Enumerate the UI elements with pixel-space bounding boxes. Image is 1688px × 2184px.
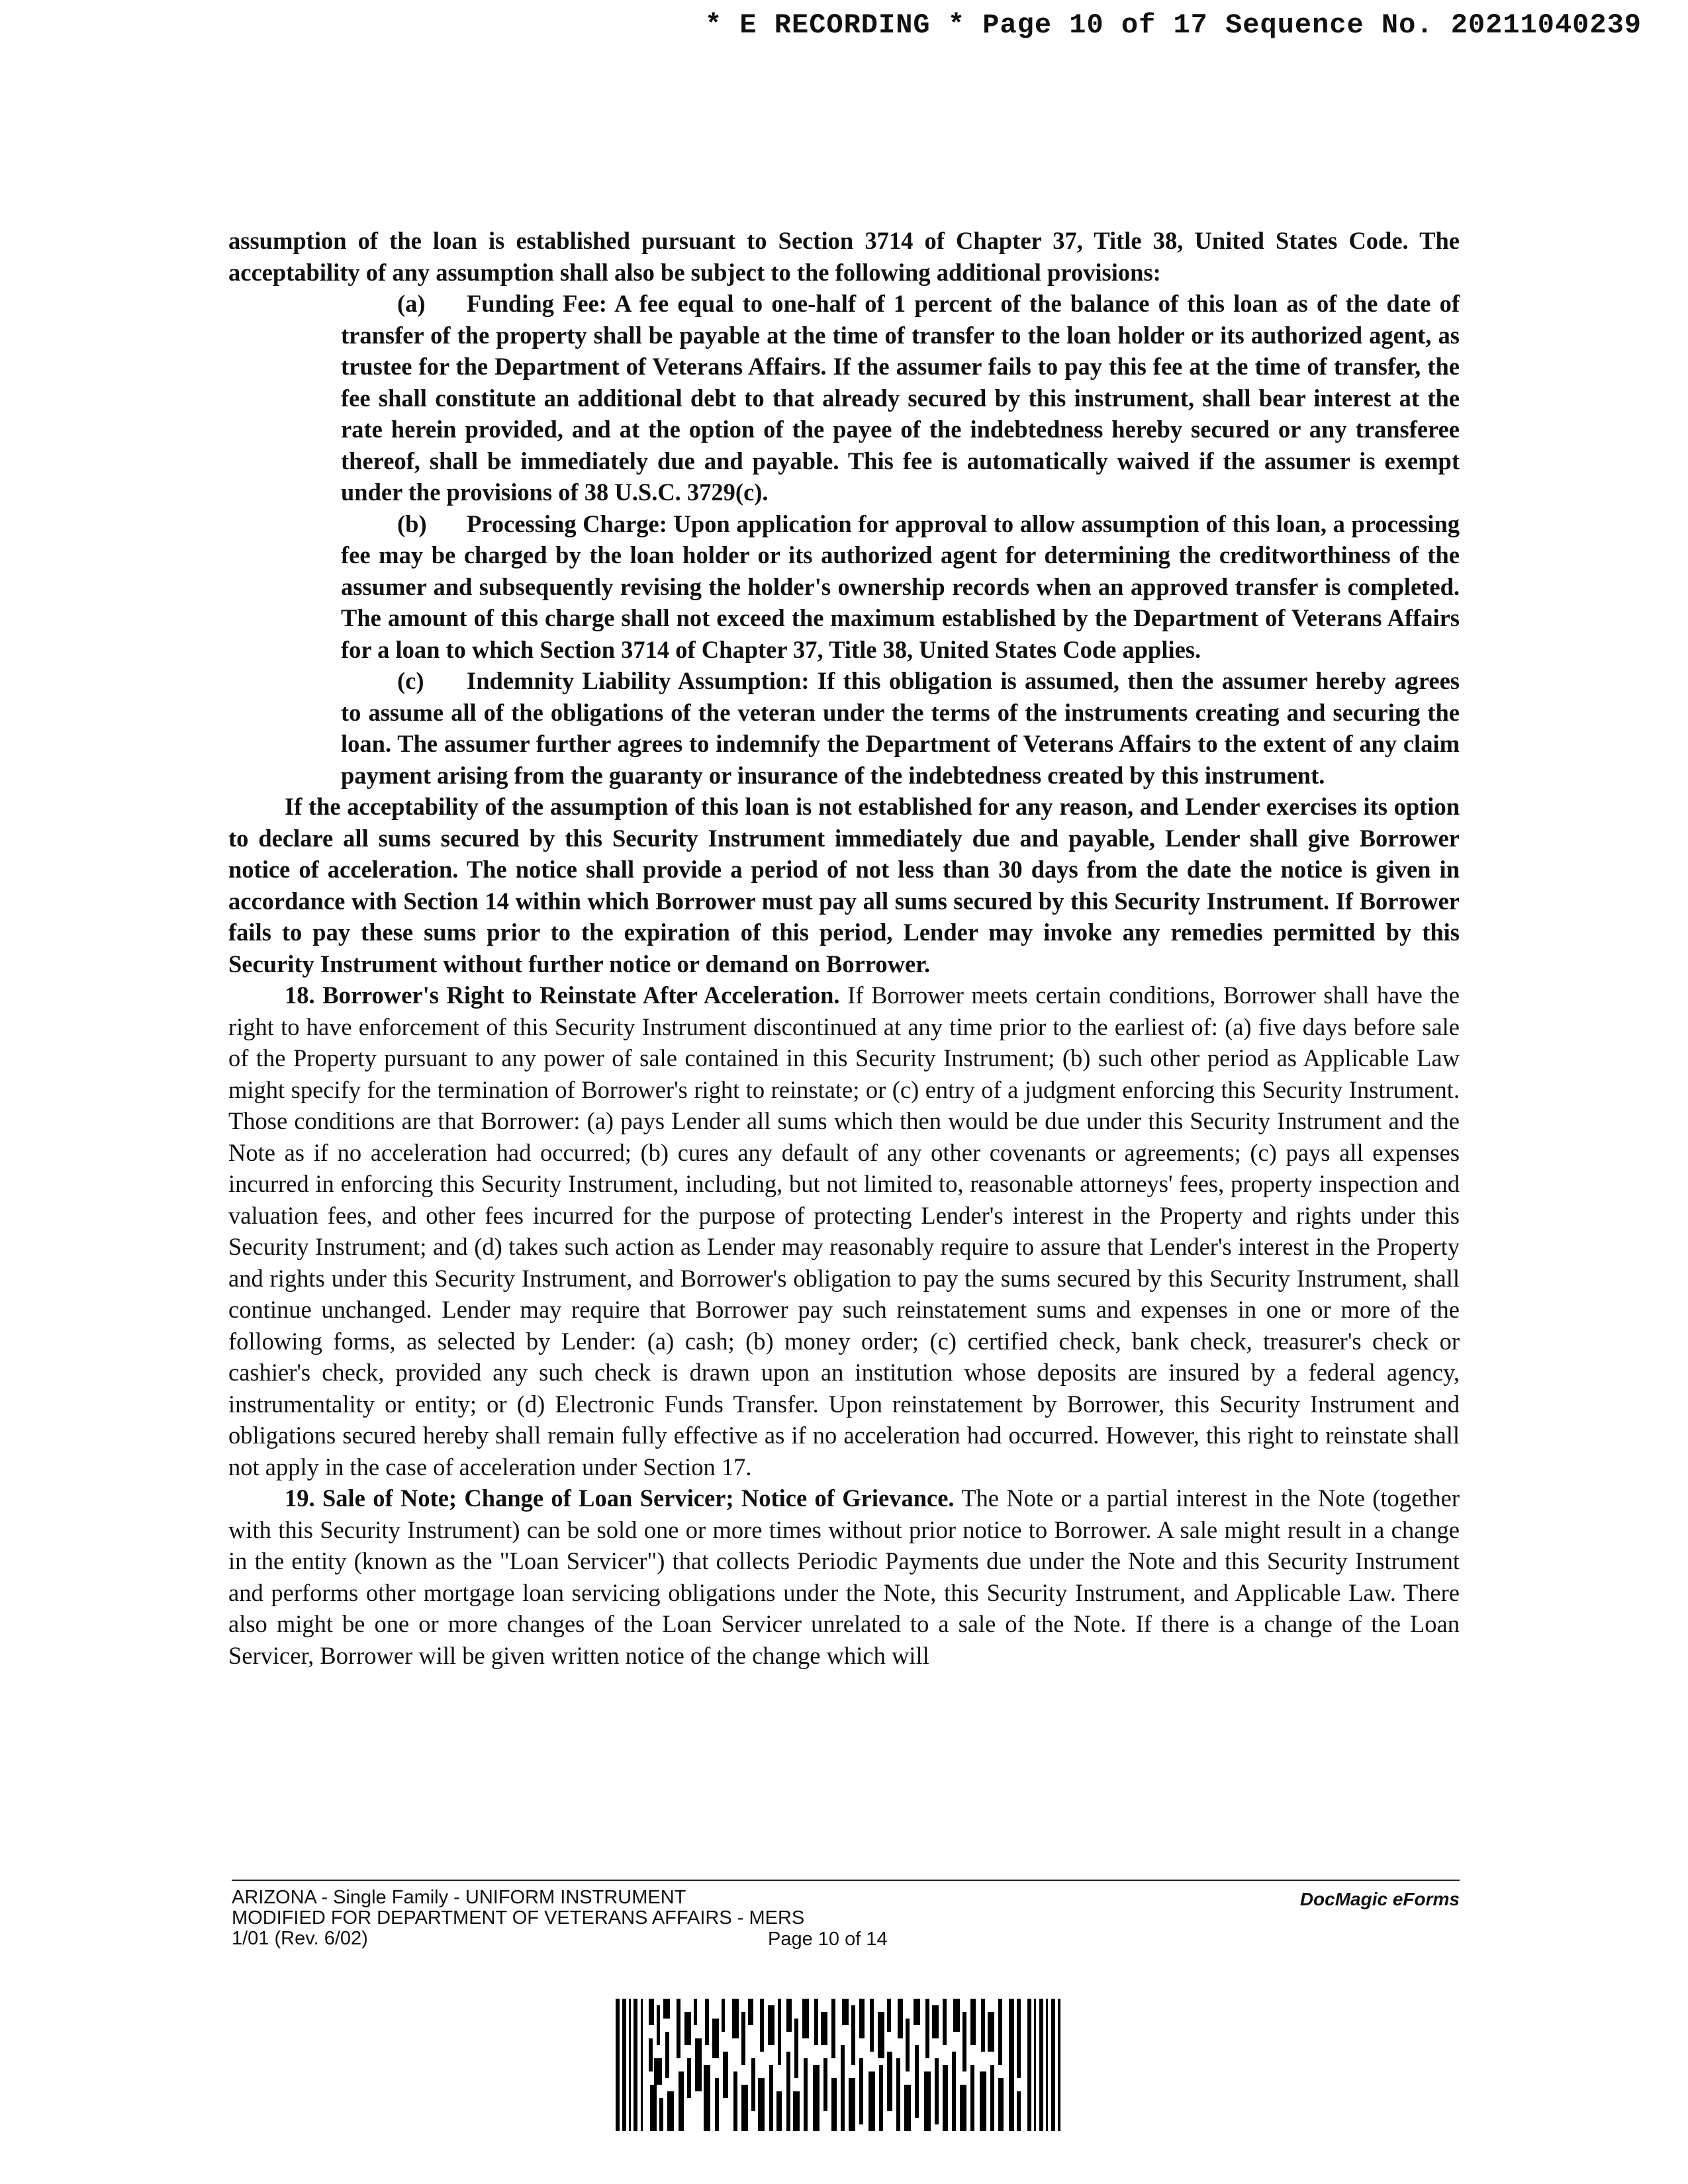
provision-b	[285, 508, 1460, 666]
section-18-text: If Borrower meets certain conditions, Borrower shall have the right to have enforcement of this Security Instrument discontinued at any time prior to the earliest of: (a) five days before sale of the Property pursuant to any power of sale contained in this Security Instrument; (b) such other period as Applicable Law might specify for the termination of Borrower's right to reinstate; or (c) entry of a judgment enforcing this Security Instrument. Those conditions are that Borrower: (a) pays Lender all sums which then would be due under this Security Instrument and the Note as if no acceleration had occurred; (b) cures any default of any other covenants or agreements; (c) pays all expenses incurred in enforcing this Security Instrument, including, but not limited to, reasonable attorneys' fees, property inspection and valuation fees, and other fees incurred for the purpose of protecting Lender's interest in the Property and rights under this Security Instrument; and (d) takes such action as Lender may reasonably require to assure that Lender's interest in the Property and rights under this Security Instrument, and Borrower's obligation to pay the sums secured by this Security Instrument, shall continue unchanged. Lender may require that Borrower pay such reinstatement sums and expenses in one or more of the following forms, as selected by Lender: (a) cash; (b) money order; (c) certified check, bank check, treasurer's check or cashier's check, provided any such check is drawn upon an institution whose deposits are insured by a federal agency, instrumentality or entity; or (d) Electronic Funds Transfer. Upon reinstatement by Borrower, this Security Instrument and obligations secured hereby shall remain fully effective as if no acceleration had occurred. However, this right to reinstate shall not apply in the case of acceleration under Section 17.	[228, 981, 1460, 1480]
section-19-title: 19. Sale of Note; Change of Loan Servicer; Notice of Grievance.	[285, 1484, 955, 1512]
provision-c-label: (c)	[397, 667, 424, 694]
recording-header: * E RECORDING * Page 10 of 17 Sequence No. 20211040239	[704, 9, 1642, 41]
provision-c-text: Indemnity Liability Assumption: If this obligation is assumed, then the assumer hereby agrees to assume all of the obligations of the veteran under the terms of the instruments creating and securing the loan. The assumer further agrees to indemnify the Department of Veterans Affairs to the extent of any claim payment arising from the guaranty or insurance of the indebtedness created by this instrument.	[341, 667, 1460, 789]
barcode	[616, 1999, 1066, 2131]
section-18-title: 18. Borrower's Right to Reinstate After Acceleration.	[285, 981, 840, 1009]
provision-a-label: (a)	[397, 290, 426, 317]
section-19	[228, 1482, 1460, 1671]
section-19-text: The Note or a partial interest in the Note (together with this Security Instrument) can be sold one or more times without prior notice to Borrower. A sale might result in a change in the entity (known as the "Loan Servicer") that collects Periodic Payments due under the Note and this Security Instrument and performs other mortgage loan servicing obligations under the Note, this Security Instrument, and Applicable Law. There also might be one or more changes of the Loan Servicer unrelated to a sale of the Note. If there is a change of the Loan Servicer, Borrower will be given written notice of the change which will	[228, 1484, 1460, 1669]
section-18	[228, 979, 1460, 1482]
intro-paragraph: assumption of the loan is established pursuant to Section 3714 of Chapter 37, Title 38, United States Code. The acceptability of any assumption shall also be subject to the following additional provisions:	[228, 227, 1460, 286]
footer-form-subtitle: MODIFIED FOR DEPARTMENT OF VETERANS AFFAIRS - MERS	[232, 1907, 805, 1929]
provision-b-text: Processing Charge: Upon application for approval to allow assumption of this loan, a processing fee may be charged by the loan holder or its authorized agent for determining the creditworthiness of the assumer and subsequently revising the holder's ownership records when an approved transfer is completed. The amount of this charge shall not exceed the maximum established by the Department of Veterans Affairs for a loan to which Section 3714 of Chapter 37, Title 38, United States Code applies.	[341, 510, 1460, 663]
footer-revision: 1/01 (Rev. 6/02)	[232, 1928, 368, 1949]
acceleration-paragraph: If the acceptability of the assumption of this loan is not established for any reason, and Lender exercises its option to declare all sums secured by this Security Instrument immediately due and payable, Lender shall give Borrower notice of acceleration. The notice shall provide a period of not less than 30 days from the date the notice is given in accordance with Section 14 within which Borrower must pay all sums secured by this Security Instrument. If Borrower fails to pay these sums prior to the expiration of this period, Lender may invoke any remedies permitted by this Security Instrument without further notice or demand on Borrower.	[228, 793, 1460, 978]
provision-b-label: (b)	[397, 510, 427, 537]
footer-page-number: Page 10 of 14	[768, 1929, 888, 1950]
docmagic-logo: DocMagic eForms	[1299, 1889, 1460, 1909]
provisions-list	[228, 288, 1460, 791]
provision-a-text: Funding Fee: A fee equal to one-half of 1 percent of the balance of this loan as of the date of transfer of the property shall be payable at the time of transfer to the loan holder or its authorized agent, as trustee for the Department of Veterans Affairs. If the assumer fails to pay this fee at the time of transfer, the fee shall constitute an additional debt to that already secured by this instrument, shall bear interest at the rate herein provided, and at the option of the payee of the indebtedness hereby secured or any transferee thereof, shall be immediately due and payable. This fee is automatically waived if the assumer is exempt under the provisions of 38 U.S.C. 3729(c).	[341, 290, 1460, 506]
provision-a	[285, 288, 1460, 508]
page-footer	[232, 1880, 1460, 1949]
footer-form-title: ARIZONA - Single Family - UNIFORM INSTRUMENT	[232, 1887, 686, 1908]
provision-c	[285, 665, 1460, 791]
document-body	[228, 225, 1460, 1671]
